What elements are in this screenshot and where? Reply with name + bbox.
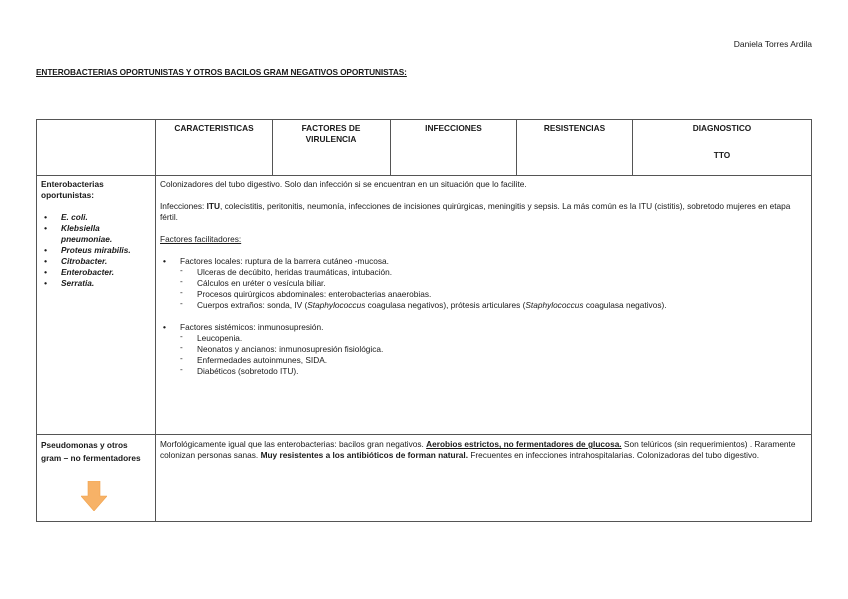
sub-item: - Procesos quirúrgicos abdominales: enterobacterias anaerobias. <box>160 289 806 300</box>
sub-item: - Cálculos en uréter o vesícula biliar. <box>160 278 806 289</box>
summary-table <box>36 119 812 522</box>
paragraph: Infecciones: ITU, colecistitis, peritonitis, neumonía, infecciones de incisiones quirúrgicas, meningitis y sepsis. La más común es la ITU (cistitis), sobretodo mujeres en etapa fértil. <box>160 201 791 222</box>
header-factores-virulencia: FACTORES DE VIRULENCIA <box>301 123 361 144</box>
header-resistencias: RESISTENCIAS <box>543 123 606 133</box>
list-item: • Klebsiella pneumoniae. <box>41 223 151 245</box>
table-border <box>36 175 812 176</box>
table-border <box>36 119 37 522</box>
sub-item: - Ulceras de decúbito, heridas traumáticas, intubación. <box>160 267 806 278</box>
factor-list <box>160 322 806 333</box>
list-item: • E. coli. <box>41 212 151 223</box>
row-content-enterobacterias <box>160 179 806 377</box>
down-arrow-icon <box>81 481 107 511</box>
header-diagnostico: DIAGNOSTICO <box>692 123 752 133</box>
table-border <box>272 119 273 176</box>
header-tto: TTO <box>713 150 731 160</box>
row-label-text: Enterobacterias oportunistas: <box>41 179 104 200</box>
list-item: • Citrobacter. <box>41 256 151 267</box>
organism-list <box>41 212 151 289</box>
table-border <box>811 119 812 522</box>
list-item: • Proteus mirabilis. <box>41 245 151 256</box>
sub-item: - Neonatos y ancianos: inmunosupresión fisiológica. <box>160 344 806 355</box>
row-label-pseudomonas: Pseudomonas y otros gram – no fermentadores <box>41 440 141 463</box>
sub-item: - Cuerpos extraños: sonda, IV (Staphylococcus coagulasa negativos), prótesis articulares (Staphylococcus coagulasa negativos). <box>160 300 806 311</box>
table-border <box>36 119 812 120</box>
document-title: ENTEROBACTERIAS OPORTUNISTAS Y OTROS BACILOS GRAM NEGATIVOS OPORTUNISTAS: <box>36 67 407 77</box>
author-name: Daniela Torres Ardila <box>733 39 812 49</box>
row-content-pseudomonas: Morfológicamente igual que las enterobacterias: bacilos gran negativos. Aerobios estrictos, no fermentadores de glucosa. Son telúricos (sin requerimientos) . Raramente colonizan personas sanas. Muy resistentes a los antibióticos de forman natural. Frecuentes en infecciones intrahospitalarias. Colonizadoras del tubo digestivo. <box>160 439 796 460</box>
list-item: • Serratia. <box>41 278 151 289</box>
sub-item: - Enfermedades autoinmunes, SIDA. <box>160 355 806 366</box>
paragraph: Colonizadores del tubo digestivo. Solo dan infección si se encuentran en un situación que lo facilite. <box>160 179 527 189</box>
header-infecciones: INFECCIONES <box>425 123 482 133</box>
row-label-enterobacterias <box>41 179 151 289</box>
list-item: • Factores sistémicos: inmunosupresión. <box>160 322 806 333</box>
table-border <box>36 521 812 522</box>
list-item: • Factores locales: ruptura de la barrera cutáneo -mucosa. <box>160 256 806 267</box>
header-caracteristicas: CARACTERISTICAS <box>174 123 254 133</box>
sub-item: - Diabéticos (sobretodo ITU). <box>160 366 806 377</box>
factor-list <box>160 256 806 267</box>
sub-item: - Leucopenia. <box>160 333 806 344</box>
section-heading: Factores facilitadores: <box>160 234 242 244</box>
table-border <box>155 119 156 522</box>
list-item: • Enterobacter. <box>41 267 151 278</box>
table-border <box>36 434 812 435</box>
